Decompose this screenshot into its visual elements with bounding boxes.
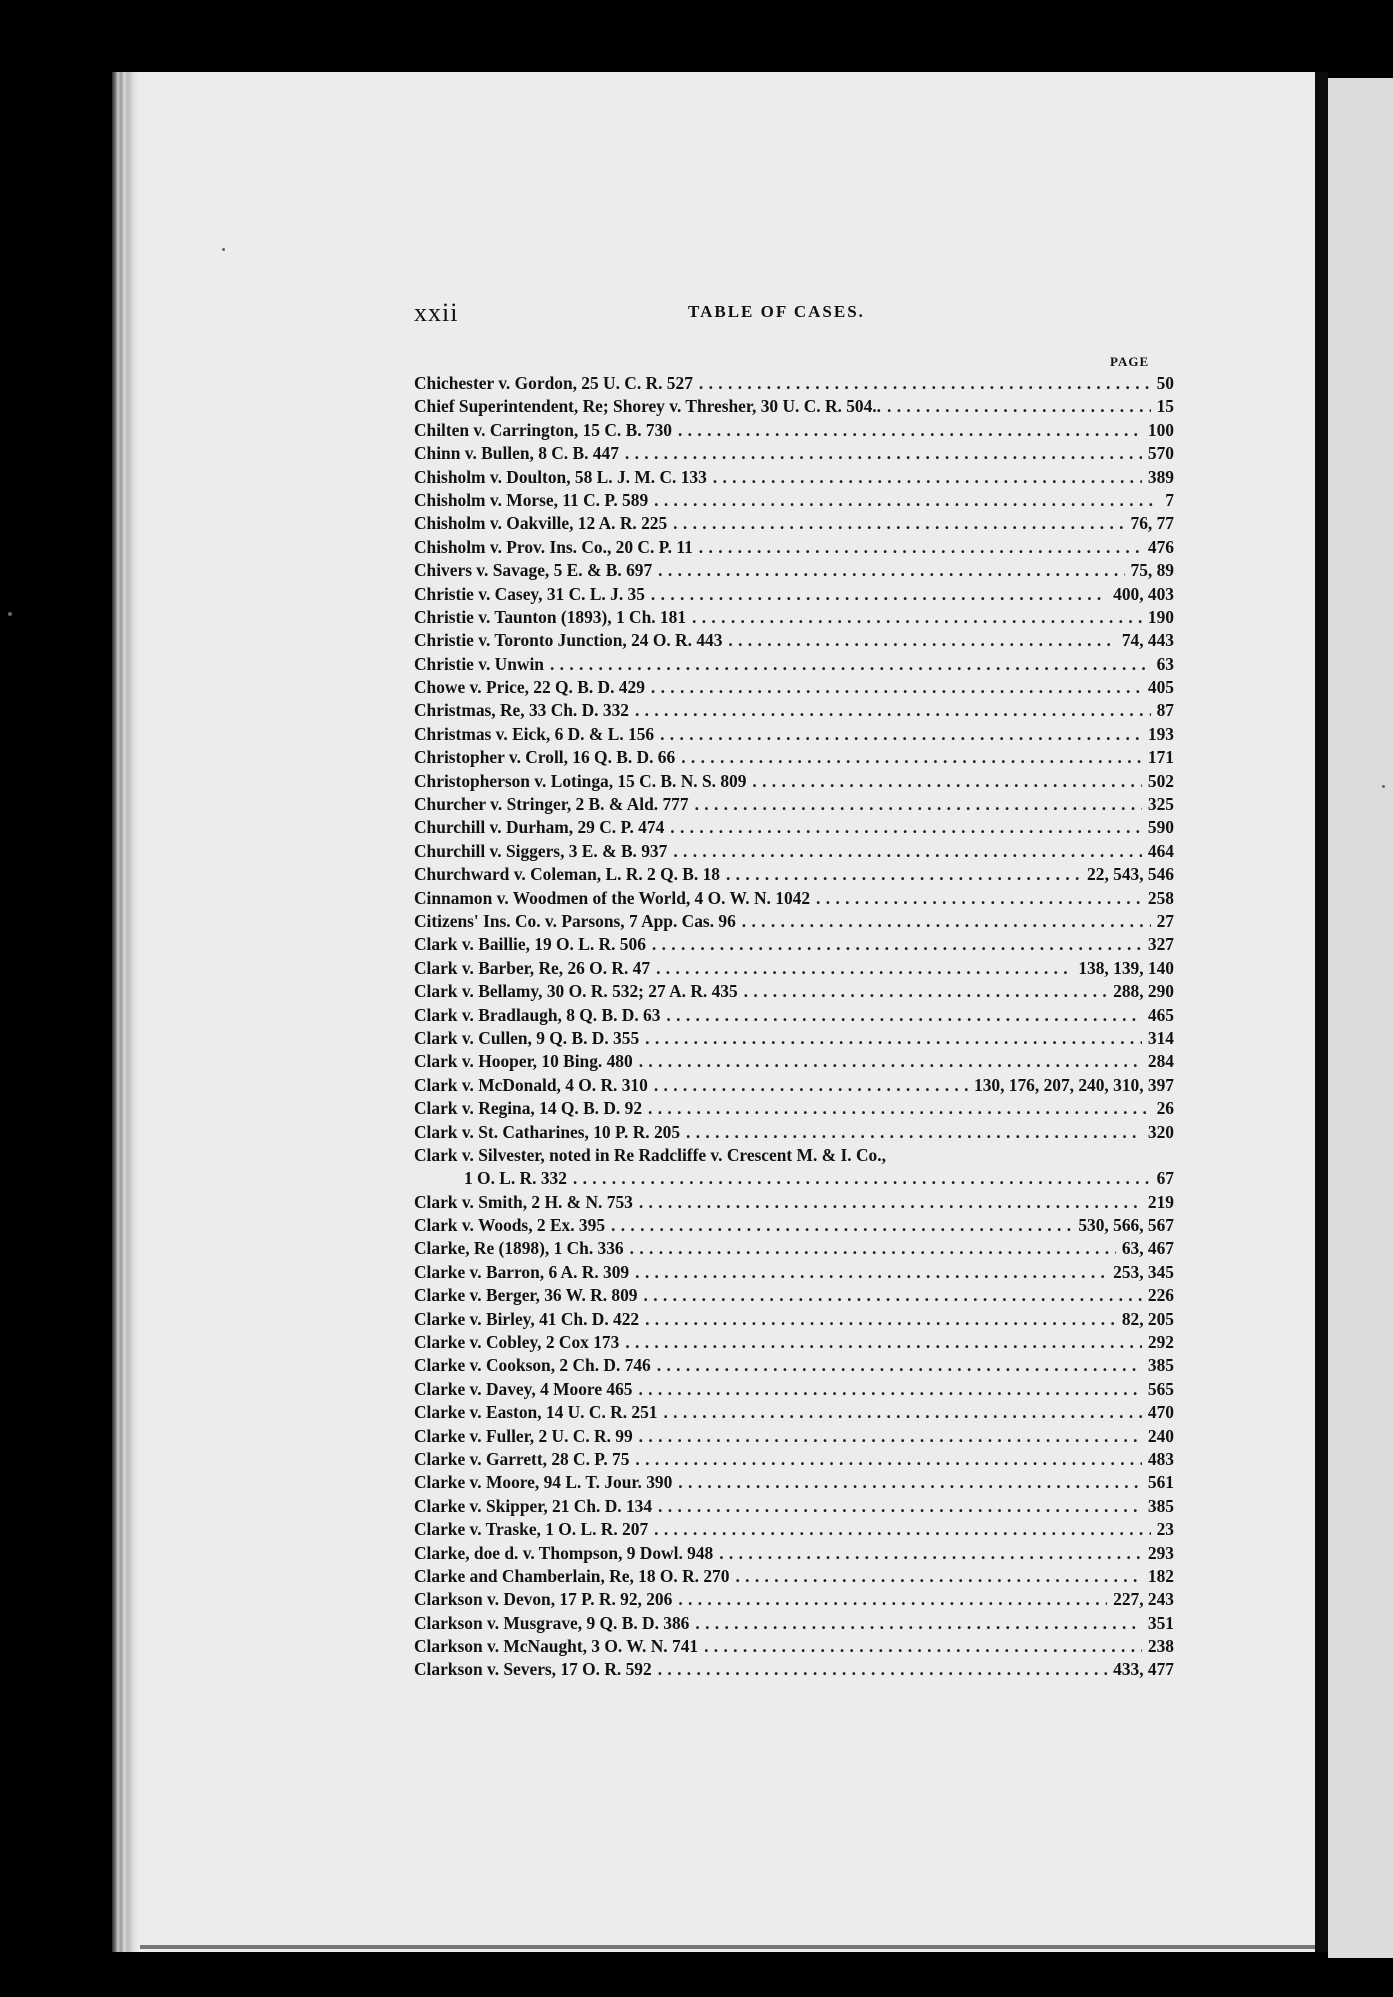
dot-leader [704, 1635, 1142, 1658]
case-citation: Clarke v. Garrett, 28 C. P. 75 [414, 1448, 630, 1469]
dot-leader [695, 1612, 1142, 1635]
dot-leader [652, 933, 1142, 956]
page-references: 82, 205 [1121, 1308, 1174, 1329]
case-entry [414, 1097, 1174, 1120]
case-entry [414, 1004, 1174, 1027]
dot-leader [666, 1004, 1141, 1027]
case-citation: Christie v. Unwin [414, 653, 544, 674]
dot-leader [630, 1237, 1116, 1260]
case-citation: Clarke v. Cobley, 2 Cox 173 [414, 1332, 620, 1353]
page-references: 433, 477 [1113, 1659, 1174, 1680]
scan-speck [8, 612, 12, 616]
case-citation: Clarke v. Berger, 36 W. R. 809 [414, 1285, 638, 1306]
case-entry [414, 1074, 1174, 1097]
case-citation: Clark v. Woods, 2 Ex. 395 [414, 1215, 606, 1236]
page-references: 530, 566, 567 [1078, 1215, 1174, 1236]
case-entry [414, 1191, 1174, 1214]
case-entry [414, 840, 1174, 863]
case-citation: Clark v. Cullen, 9 Q. B. D. 355 [414, 1027, 640, 1048]
case-citation: Chisholm v. Doulton, 58 L. J. M. C. 133 [414, 466, 707, 487]
case-citation: Chowe v. Price, 22 Q. B. D. 429 [414, 677, 645, 698]
case-entry [414, 1027, 1174, 1050]
page-references: 570 [1147, 443, 1174, 464]
dot-leader [654, 1074, 968, 1097]
case-citation: Chisholm v. Oakville, 12 A. R. 225 [414, 513, 668, 534]
dot-leader [663, 1401, 1141, 1424]
page-references: 284 [1147, 1051, 1174, 1072]
case-entry [414, 489, 1174, 512]
dot-leader [651, 676, 1142, 699]
page-references: 67 [1156, 1168, 1174, 1189]
page-references: 74, 443 [1121, 630, 1174, 651]
dot-leader [742, 910, 1151, 933]
case-entry [414, 1565, 1174, 1588]
case-entry [414, 653, 1174, 676]
page-references: 130, 176, 207, 240, 310, 397 [974, 1074, 1174, 1095]
dot-leader [645, 1027, 1142, 1050]
dot-leader [681, 746, 1142, 769]
case-citation: Clarke v. Skipper, 21 Ch. D. 134 [414, 1495, 653, 1516]
case-entry [414, 770, 1174, 793]
case-citation: Clarkson v. Devon, 17 P. R. 92, 206 [414, 1589, 673, 1610]
case-citation: Chivers v. Savage, 5 E. & B. 697 [414, 560, 653, 581]
case-entry [414, 629, 1174, 652]
case-citation: Clark v. Smith, 2 H. & N. 753 [414, 1191, 633, 1212]
case-citation: Clark v. Bellamy, 30 O. R. 532; 27 A. R. 435 [414, 981, 738, 1002]
case-entry [414, 1612, 1174, 1635]
case-citation: Churchward v. Coleman, L. R. 2 Q. B. 18 [414, 864, 720, 885]
case-entry [414, 466, 1174, 489]
page-references: 22, 543, 546 [1087, 864, 1174, 885]
running-title: TABLE OF CASES. [688, 302, 865, 321]
dot-leader [654, 489, 1159, 512]
dot-leader [699, 536, 1142, 559]
case-citation: Christmas, Re, 33 Ch. D. 332 [414, 700, 629, 721]
case-entry [414, 442, 1174, 465]
dot-leader [635, 1261, 1107, 1284]
case-entry [414, 887, 1174, 910]
page-references: 75, 89 [1130, 560, 1174, 581]
case-entry [414, 1121, 1174, 1144]
page-references: 240 [1147, 1425, 1174, 1446]
scan-speck [1382, 785, 1385, 788]
dot-leader [639, 1050, 1142, 1073]
case-citation: Chief Superintendent, Re; Shorey v. Thresher, 30 U. C. R. 504.. [414, 396, 881, 417]
page-number: xxii [414, 298, 459, 327]
dot-leader [887, 395, 1151, 418]
page-references: 389 [1147, 466, 1174, 487]
page-references: 253, 345 [1113, 1261, 1174, 1282]
case-entry [414, 957, 1174, 980]
page-references: 400, 403 [1113, 583, 1174, 604]
page-gutter [112, 72, 140, 1952]
case-citation: Clarke v. Easton, 14 U. C. R. 251 [414, 1402, 658, 1423]
dot-leader [670, 816, 1142, 839]
case-entry [414, 1354, 1174, 1377]
dot-leader [657, 1354, 1142, 1377]
case-entry [414, 676, 1174, 699]
dot-leader [713, 466, 1142, 489]
page-references: 182 [1147, 1565, 1174, 1586]
dot-leader [744, 980, 1107, 1003]
case-entry [414, 699, 1174, 722]
case-citation: Christopherson v. Lotinga, 15 C. B. N. S. 809 [414, 770, 747, 791]
page-references: 405 [1147, 677, 1174, 698]
dot-leader [645, 1308, 1116, 1331]
dot-leader [639, 1191, 1142, 1214]
case-entry [414, 1471, 1174, 1494]
case-entry [414, 863, 1174, 886]
case-citation: Clarke v. Traske, 1 O. L. R. 207 [414, 1519, 649, 1540]
page-references: 320 [1147, 1121, 1174, 1142]
case-citation: Clark v. Hooper, 10 Bing. 480 [414, 1051, 633, 1072]
page-references: 193 [1147, 723, 1174, 744]
dot-leader [658, 559, 1124, 582]
case-entry [414, 1214, 1174, 1237]
dot-leader [638, 1378, 1141, 1401]
case-citation: Clarkson v. Severs, 17 O. R. 592 [414, 1659, 652, 1680]
page-column-heading: PAGE [1110, 354, 1150, 369]
case-entry [414, 1050, 1174, 1073]
page-references: 258 [1147, 887, 1174, 908]
dot-leader [816, 887, 1142, 910]
case-entry [414, 606, 1174, 629]
case-entry [414, 980, 1174, 1003]
page-references: 26 [1156, 1098, 1174, 1119]
page-references: 50 [1156, 373, 1174, 393]
dot-leader [651, 583, 1107, 606]
dot-leader [625, 1331, 1142, 1354]
dot-leader [686, 1121, 1142, 1144]
page-references: 470 [1147, 1402, 1174, 1423]
page-references: 23 [1156, 1519, 1174, 1540]
case-entry [414, 512, 1174, 535]
case-entry [414, 1448, 1174, 1471]
case-entry [414, 1237, 1174, 1260]
case-entry [414, 1167, 1174, 1190]
dot-leader [550, 653, 1151, 676]
page-references: 288, 290 [1113, 981, 1174, 1002]
case-citation: Clark v. McDonald, 4 O. R. 310 [414, 1074, 648, 1095]
case-citation: Clarke v. Cookson, 2 Ch. D. 746 [414, 1355, 651, 1376]
dot-leader [728, 629, 1115, 652]
case-citation: Clark v. St. Catharines, 10 P. R. 205 [414, 1121, 681, 1142]
page-references: 483 [1147, 1448, 1174, 1469]
dot-leader [673, 840, 1142, 863]
case-entry [414, 1144, 1174, 1167]
case-entry [414, 1542, 1174, 1565]
case-entry [414, 372, 1174, 395]
dot-leader [678, 419, 1142, 442]
case-entry [414, 1308, 1174, 1331]
page-references: 292 [1147, 1332, 1174, 1353]
case-citation: Christopher v. Croll, 16 Q. B. D. 66 [414, 747, 676, 768]
page-references: 7 [1165, 489, 1174, 510]
case-citation: Clarkson v. McNaught, 3 O. W. N. 741 [414, 1636, 699, 1657]
page-references: 293 [1147, 1542, 1174, 1563]
case-entry [414, 793, 1174, 816]
case-entry [414, 1635, 1174, 1658]
case-citation: Chilten v. Carrington, 15 C. B. 730 [414, 419, 672, 440]
dot-leader [678, 1588, 1107, 1611]
case-entry [414, 1588, 1174, 1611]
case-entry [414, 583, 1174, 606]
case-entry [414, 746, 1174, 769]
case-entry [414, 1331, 1174, 1354]
page-references: 27 [1156, 910, 1174, 931]
case-citation: Chichester v. Gordon, 25 U. C. R. 527 [414, 373, 693, 393]
page-references: 87 [1156, 700, 1174, 721]
case-citation: Clark v. Baillie, 19 O. L. R. 506 [414, 934, 646, 955]
page-references: 464 [1147, 840, 1174, 861]
dot-leader [735, 1565, 1141, 1588]
case-citation: Clarke v. Birley, 41 Ch. D. 422 [414, 1308, 640, 1329]
page-references: 138, 139, 140 [1078, 957, 1174, 978]
case-entry [414, 910, 1174, 933]
page-header [414, 298, 1174, 328]
page-bottom-edge [140, 1945, 1315, 1949]
case-citation: Clarke v. Davey, 4 Moore 465 [414, 1378, 633, 1399]
case-citation: Clark v. Bradlaugh, 8 Q. B. D. 63 [414, 1004, 661, 1025]
scan-speck [222, 248, 225, 251]
page-references: 327 [1147, 934, 1174, 955]
case-entry [414, 1378, 1174, 1401]
page-references: 63 [1156, 653, 1174, 674]
case-citation: Christie v. Toronto Junction, 24 O. R. 443 [414, 630, 723, 651]
dot-leader [611, 1214, 1072, 1237]
case-citation: Christie v. Taunton (1893), 1 Ch. 181 [414, 606, 687, 627]
page-references: 385 [1147, 1355, 1174, 1376]
case-entry [414, 1401, 1174, 1424]
case-citation: Clark v. Barber, Re, 26 O. R. 47 [414, 957, 651, 978]
page-references: 219 [1147, 1191, 1174, 1212]
page-references: 171 [1147, 747, 1174, 768]
page-references: 190 [1147, 606, 1174, 627]
case-citation: Citizens' Ins. Co. v. Parsons, 7 App. Cas. 96 [414, 910, 736, 931]
page-references: 226 [1147, 1285, 1174, 1306]
case-citation: Clarke v. Moore, 94 L. T. Jour. 390 [414, 1472, 673, 1493]
dot-leader [635, 699, 1151, 722]
page-references: 561 [1147, 1472, 1174, 1493]
page-references: 227, 243 [1113, 1589, 1174, 1610]
page-references: 385 [1147, 1495, 1174, 1516]
dot-leader [654, 1518, 1150, 1541]
case-citation: Clark v. Silvester, noted in Re Radcliffe v. Crescent M. & I. Co., [414, 1144, 886, 1165]
dot-leader [695, 793, 1142, 816]
dot-leader [648, 1097, 1151, 1120]
case-citation: Clarke v. Barron, 6 A. R. 309 [414, 1261, 630, 1282]
case-entry [414, 1284, 1174, 1307]
dot-leader [573, 1167, 1151, 1190]
page-references: 590 [1147, 817, 1174, 838]
page-gap [1315, 72, 1328, 1952]
page-references: 565 [1147, 1378, 1174, 1399]
case-entry [414, 1495, 1174, 1518]
case-entry [414, 1518, 1174, 1541]
case-entry [414, 419, 1174, 442]
page-references: 465 [1147, 1004, 1174, 1025]
page-references: 238 [1147, 1636, 1174, 1657]
case-entry [414, 1261, 1174, 1284]
dot-leader [678, 1471, 1142, 1494]
dot-leader [719, 1542, 1142, 1565]
dot-leader [699, 372, 1151, 395]
case-list [414, 372, 1174, 1682]
case-citation: Chisholm v. Morse, 11 C. P. 589 [414, 489, 649, 510]
case-entry [414, 933, 1174, 956]
case-entry [414, 723, 1174, 746]
page-references: 15 [1156, 396, 1174, 417]
dot-leader [658, 1658, 1107, 1681]
case-citation: Clarke and Chamberlain, Re, 18 O. R. 270 [414, 1565, 730, 1586]
case-citation: Churchill v. Siggers, 3 E. & B. 937 [414, 840, 668, 861]
case-citation: Clarkson v. Musgrave, 9 Q. B. D. 386 [414, 1612, 690, 1633]
case-citation: Christmas v. Eick, 6 D. & L. 156 [414, 723, 655, 744]
page-references: 314 [1147, 1027, 1174, 1048]
dot-leader [639, 1425, 1142, 1448]
dot-leader [726, 863, 1081, 886]
case-citation: Chinn v. Bullen, 8 C. B. 447 [414, 443, 619, 464]
case-entry [414, 816, 1174, 839]
dot-leader [644, 1284, 1142, 1307]
case-citation: Churcher v. Stringer, 2 B. & Ald. 777 [414, 794, 689, 815]
page-references: 325 [1147, 794, 1174, 815]
case-citation: Chisholm v. Prov. Ins. Co., 20 C. P. 11 [414, 536, 693, 557]
case-citation: Clarke, Re (1898), 1 Ch. 336 [414, 1238, 624, 1259]
page-references: 476 [1147, 536, 1174, 557]
dot-leader [656, 957, 1072, 980]
page-references: 502 [1147, 770, 1174, 791]
case-entry [414, 1658, 1174, 1681]
dot-leader [635, 1448, 1141, 1471]
case-entry [414, 395, 1174, 418]
dot-leader [673, 512, 1124, 535]
dot-leader [752, 770, 1142, 793]
page-references: 76, 77 [1130, 513, 1174, 534]
case-citation: 1 O. L. R. 332 [464, 1168, 567, 1189]
case-citation: Clark v. Regina, 14 Q. B. D. 92 [414, 1098, 643, 1119]
dot-leader [692, 606, 1142, 629]
facing-page-edge [1328, 78, 1393, 1958]
case-citation: Christie v. Casey, 31 C. L. J. 35 [414, 583, 645, 604]
case-entry [414, 559, 1174, 582]
case-entry [414, 1425, 1174, 1448]
dot-leader [658, 1495, 1142, 1518]
dot-leader [660, 723, 1142, 746]
page-references: 100 [1147, 419, 1174, 440]
case-citation: Cinnamon v. Woodmen of the World, 4 O. W. N. 1042 [414, 887, 811, 908]
case-citation: Clarke, doe d. v. Thompson, 9 Dowl. 948 [414, 1542, 714, 1563]
case-citation: Churchill v. Durham, 29 C. P. 474 [414, 817, 665, 838]
page-references: 63, 467 [1121, 1238, 1174, 1259]
dot-leader [625, 442, 1142, 465]
case-citation: Clarke v. Fuller, 2 U. C. R. 99 [414, 1425, 633, 1446]
page-references: 351 [1147, 1612, 1174, 1633]
case-entry [414, 536, 1174, 559]
